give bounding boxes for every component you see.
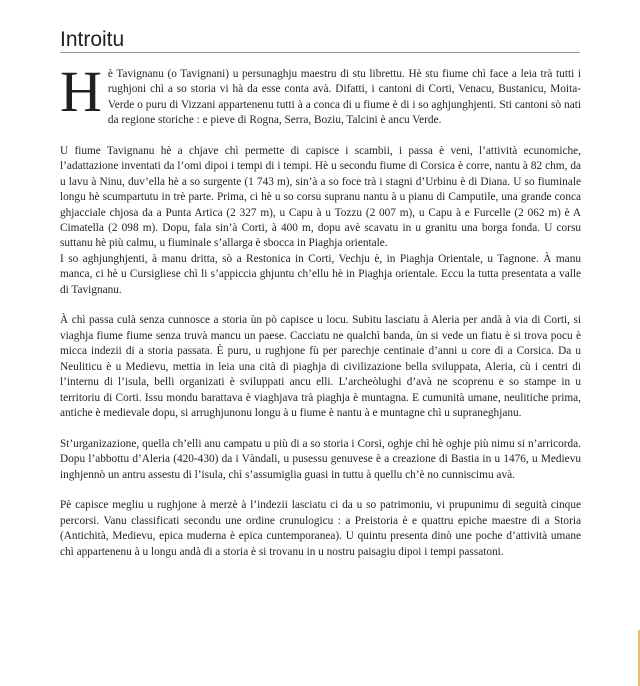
paragraph-1-text: è Tavignanu (o Tavignani) u persunaghju maestru di stu librettu. Hè stu fiume chì face a leia trà tutti i rughjoni chì a so storia vi hà da esse conta avà. Difatti, i cantoni di Corti, Venacu, Bustanicu, Moita-Verde o puru di Vizzani appartenenu tutti à a conca di u fiume è di i so aghjunghjenti. Sti cantoni sò nati da regione storiche : e pieve di Rogna, Serra, Boziu, Talcini è ancu Verde. bbox=[107, 68, 581, 127]
drop-cap: H bbox=[60, 59, 102, 124]
page-title: Introitu bbox=[60, 28, 125, 51]
paragraph-4: À chì passa culà senza cunnosce a storia ùn pò capisce u locu. Subitu lasciatu à Aleria per andà à via di Corti, si viaghja fiume fiume senza truvà mancu un paese. Cacciatu ne qualchì banda, ùn si vede un fiatu è si trova pocu è micca indezii di a storia passata. È puru, u rughjone fù per parechje centinaie d’anni u core di a Corsica. Da u Neuliticu è u Medievu, mettia in leia una cità di piaghja di civilizazione bella sviluppata, Aleria, cù i centri di l’internu di l’isula, belli organizati è sviluppati ancu elli. L’archeòlughi d’avà ne scoprenu e so stampe in u territoriu di Corti. Issu mondu barattava è viaghjava trà piaghja è muntagna. E cumunità umane, neulitiche prima, antiche è medievale dopu, si arrughjunonu longu à u fiume è nantu à e muntagne chì u supraneghjanu. bbox=[60, 314, 581, 419]
paragraph-1 bbox=[60, 59, 581, 129]
body-text bbox=[60, 59, 581, 575]
paragraph-5: St’urganizazione, quella ch’elli anu campatu u più di a so storia i Corsi, oghje chì hè oghje più nimu si n’arricorda. Dopu l’abbottu d’Aleria (420-430) da i Vàndali, u pusessu genuvese è a creazione di Bastia in u 1476, u Medievu inghjennò un antru assestu di l’isula, chì s’assumiglia guasi in tuttu à quellu ch’è no cunniscimu avà. bbox=[60, 437, 581, 481]
paragraph-2: U fiume Tavignanu hè a chjave chì permette di capisce i scambii, i passa è veni, l’attività ecunomiche, l’adattazione inventati da l’omi dipoi i tempi di i tempi. Hè u secondu fiume di Corsica è corre, nantu à 82 chm, da u lavu à Ninu, duv’ella hè a so surgente (1 743 m), sin’à a so foce trà i stagni d’Urbinu è di Diana. U so fiuminale longu hè scumpartutu in trè parte. Prima, ci hè u so corsu supranu nantu à u pianu di Camputile, una grande conca ghjacciale chjosa da a Punta Artica (2 327 m), u Capu à u Tozzu (2 007 m), u Capu à e Furcelle (2 062 m) è A Cimatella (2 098 m). Dopu, fala sin’à Corti, à 400 m, dopu avè scavatu in u granitu una borga fonda. U corsu suttanu hè più calmu, u fiuminale s’allarga è sbocca in Piaghja orientale. bbox=[60, 145, 581, 250]
paragraph-3: I so aghjunghjenti, à manu dritta, sò a Restonica in Corti, Vechju è, in Piaghja Orientale, u Tagnone. À manu manca, ci hè u Cursigliese chì li s’appiccia ghjuntu ch’ellu hè in Piaghja orientale. Eccu la tutta presentata a valle di Tavignanu. bbox=[60, 252, 581, 296]
title-underline bbox=[60, 52, 580, 53]
paragraph-6: Pè capisce megliu u rughjone à merzè à l’indezii lasciatu ci da u so patrimoniu, vi prupunimu di seguità cinque percorsi. Vanu classificati secondu une ordine crunulogicu : a Preistoria è e quattru epiche maestre di a Storia (Antichità, Medievu, epica muderna è epica cuntemporanea). U quintu presenta dinò une poche d’attività umane chì appartenenu à u longu andà di a storia è si trovanu in u nostru paisagiu dipoi i tempi passatoni. bbox=[60, 499, 581, 558]
